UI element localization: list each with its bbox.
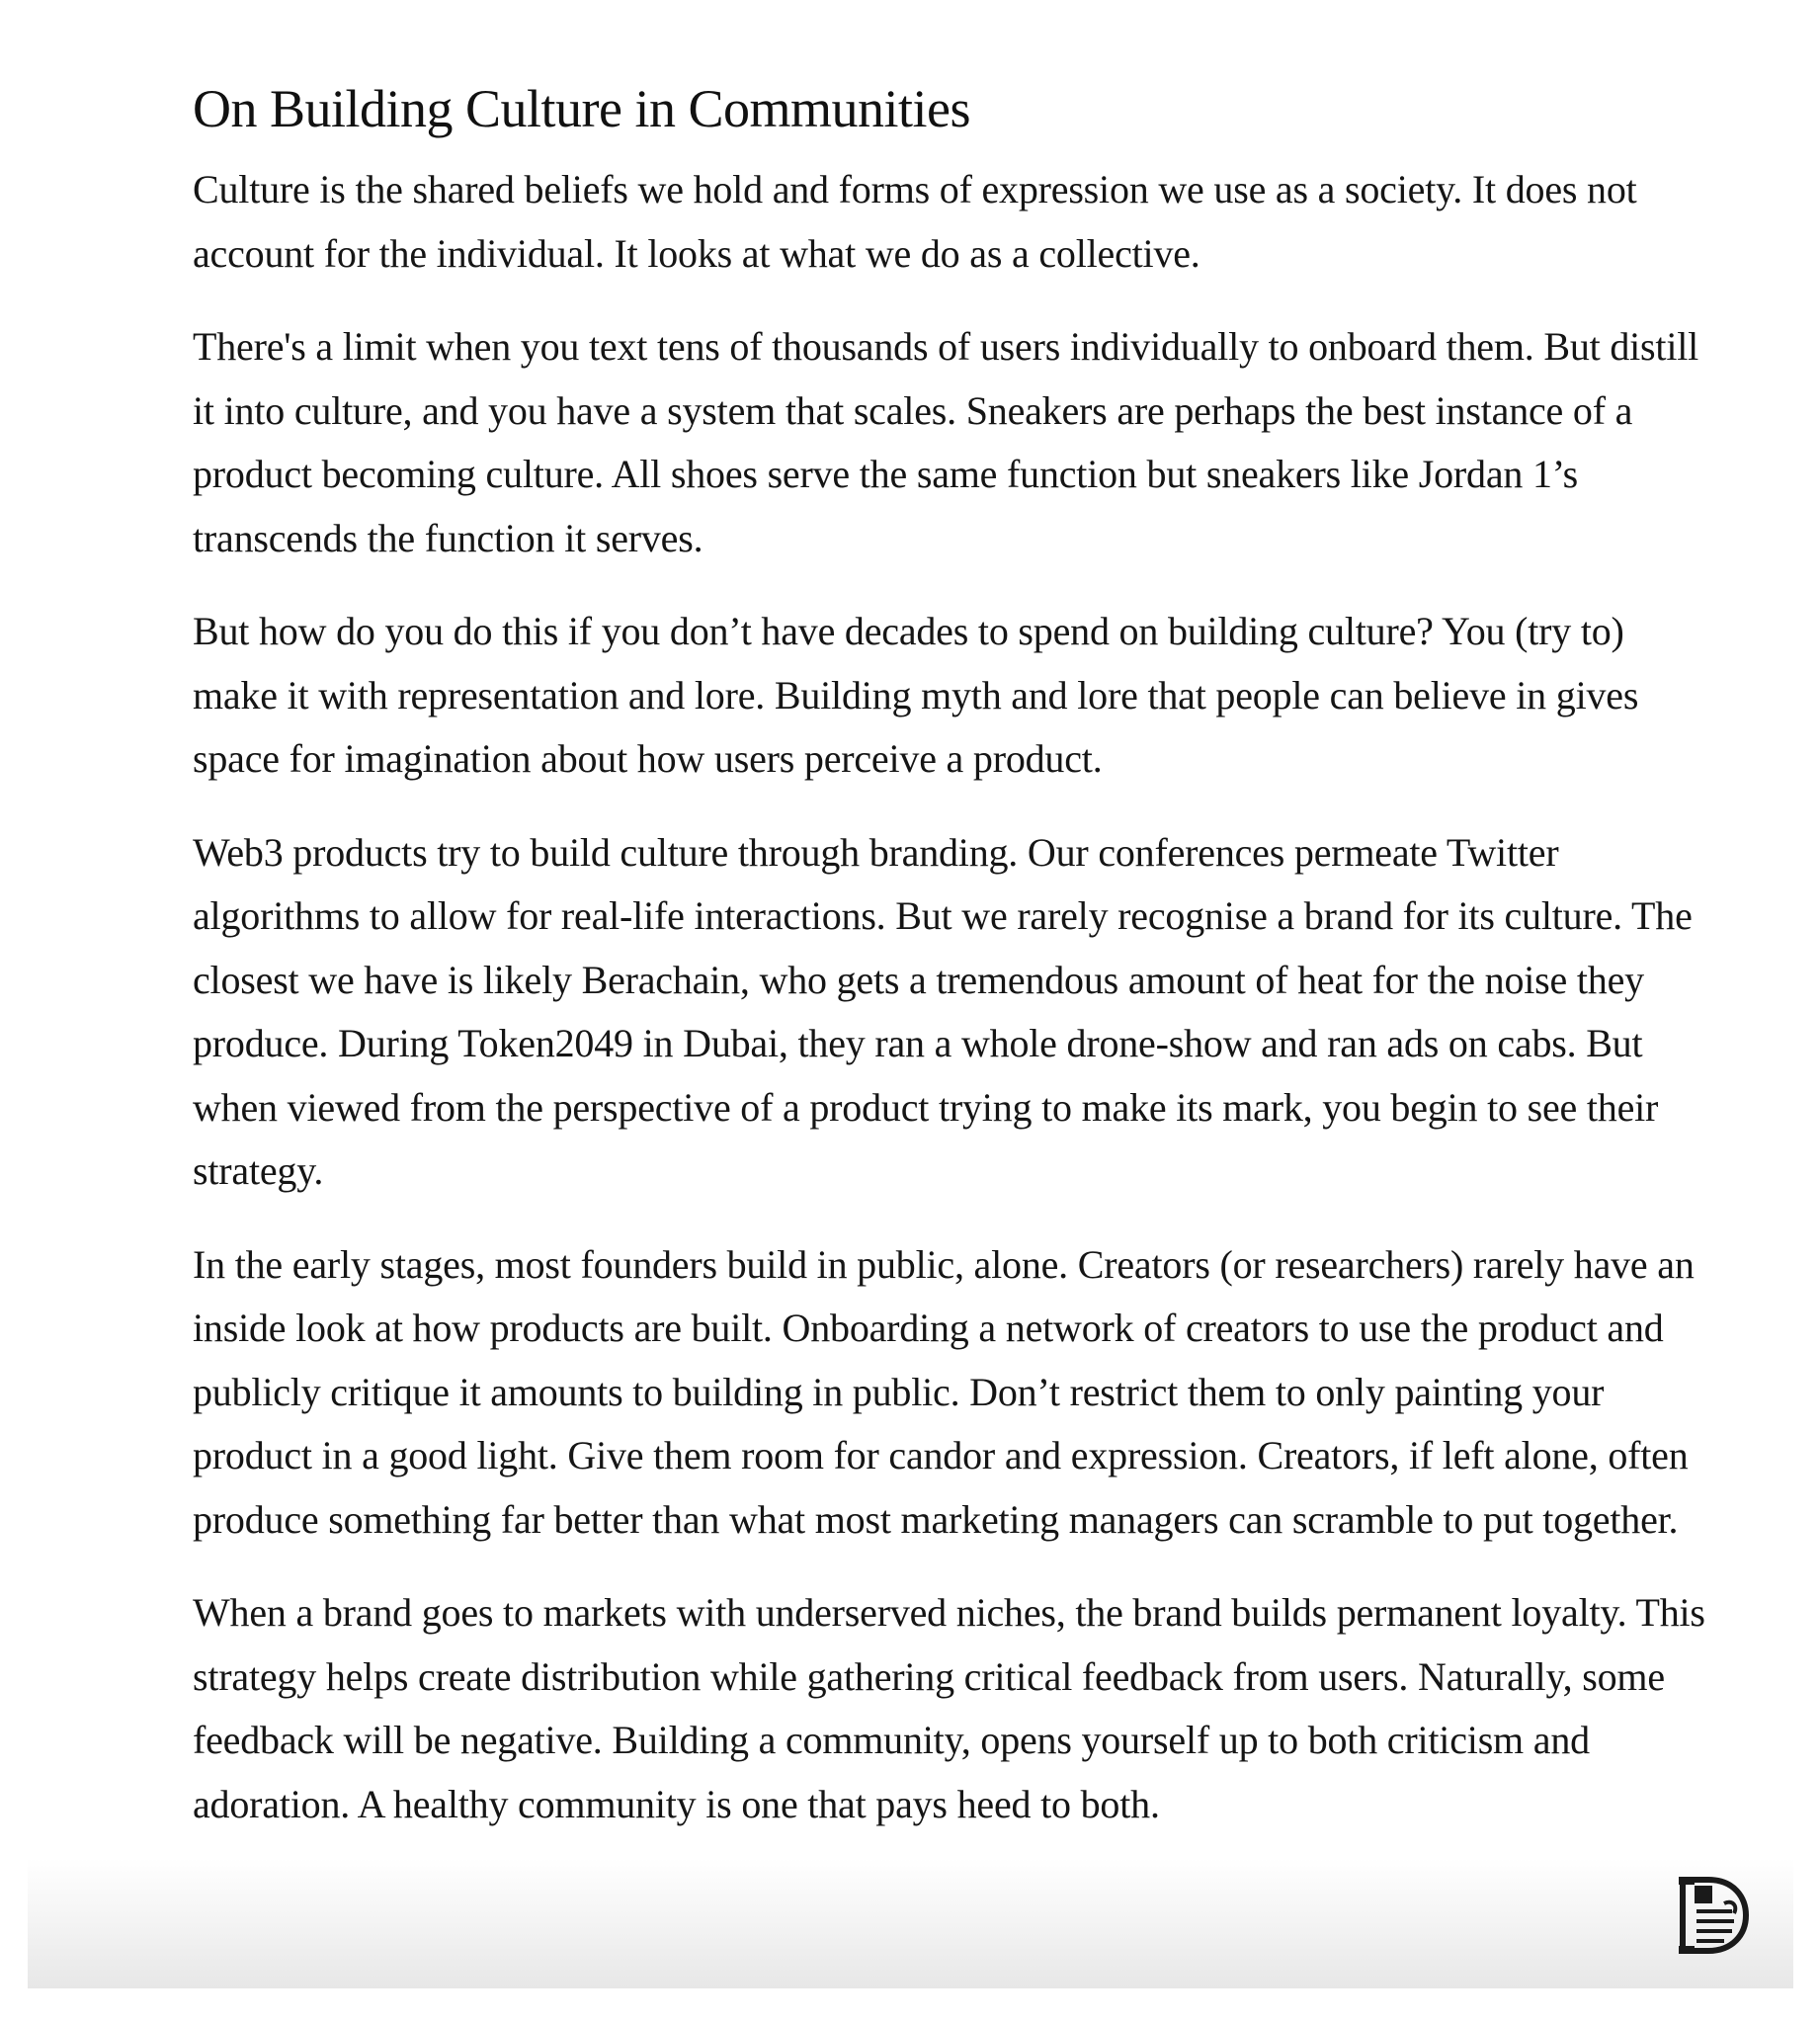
article-body <box>193 69 1714 1866</box>
paragraph-3: But how do you do this if you don’t have decades to spend on building culture? You (try to) make it with representation and lore. Building myth and lore that people can believe in gives space for imagination about how users perceive a product. <box>193 609 1639 781</box>
article-card <box>28 0 1793 1988</box>
article-title: On Building Culture in Communities <box>193 79 971 138</box>
paragraph-6: When a brand goes to markets with underserved niches, the brand builds permanent loyalty. This strategy helps create distribution while gathering critical feedback from users. Naturally, some feedback will be negative. Building a community, opens yourself up to both criticism and adoration. A healthy community is one that pays heed to both. <box>193 1590 1705 1826</box>
publication-logo-icon <box>1673 1874 1752 1955</box>
paragraph-2: There's a limit when you text tens of thousands of users individually to onboard them. But distill it into culture, and you have a system that scales. Sneakers are perhaps the best instance of a product becoming culture. All shoes serve the same function but sneakers like Jordan 1’s transcends the function it serves. <box>193 324 1699 560</box>
paragraph-4: Web3 products try to build culture through branding. Our conferences permeate Twitter algorithms to allow for real-life interactions. But we rarely recognise a brand for its culture. The closest we have is likely Berachain, who gets a tremendous amount of heat for the noise they produce. During Token2049 in Dubai, they ran a whole drone-show and ran ads on cabs. But when viewed from the perspective of a product trying to make its mark, you begin to see their strategy. <box>193 829 1693 1193</box>
paragraph-5: In the early stages, most founders build in public, alone. Creators (or researchers) rarely have an inside look at how products are built. Onboarding a network of creators to use the product and publicly critique it amounts to building in public. Don’t restrict them to only painting your product in a good light. Give them room for candor and expression. Creators, if left alone, often produce something far better than what most marketing managers can scramble to put together. <box>193 1241 1695 1542</box>
paragraph-1: Culture is the shared beliefs we hold and forms of expression we use as a society. It does not account for the individual. It looks at what we do as a collective. <box>193 167 1637 276</box>
